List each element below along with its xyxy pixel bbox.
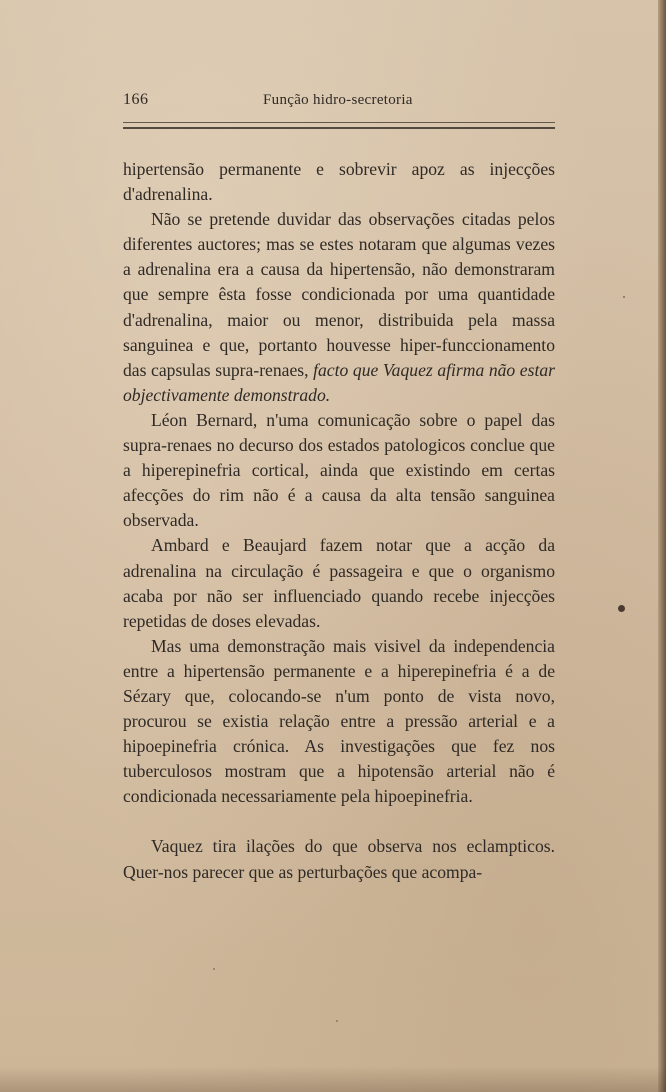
paragraph-5: Mas uma demonstração mais visivel da independencia entre a hipertensão permanente e a hiperepinefria é a de Sézary que, colocando-se n'um ponto de vista novo, procurou se existia relação entre a pressão arterial e a hipoepinefria crónica. As investigações que fez nos tuberculosos mostram que a hipotensão arterial não é condicionada necessariamente pela hipoepinefria. bbox=[123, 635, 555, 807]
paragraph-4: Ambard e Beaujard fazem notar que a acção da adrenalina na circulação é passageira e que o organismo acaba por não ser influenciado quando recebe injecções repetidas de doses elevadas. bbox=[123, 535, 555, 631]
page-bottom-shadow bbox=[0, 1066, 666, 1092]
paragraph-1: hipertensão permanente e sobrevir apoz as injecções d'adrenalina. bbox=[123, 159, 555, 205]
body-text bbox=[123, 157, 555, 885]
ink-speck bbox=[618, 605, 625, 612]
ink-speck bbox=[623, 296, 625, 298]
paragraph-6: Vaquez tira ilações do que observa nos eclampticos. Quer-nos parecer que as perturbações que acompa- bbox=[123, 836, 555, 882]
paragraph-2-italic-text: facto que Vaquez afirma não estar objectivamente demonstrado. bbox=[123, 359, 555, 405]
page-number: 166 bbox=[123, 91, 149, 108]
paragraph-3: Léon Bernard, n'uma comunicação sobre o papel das supra-renaes no decurso dos estados patologicos conclue que a hiperepinefria cortical, ainda que existindo em certas afecções do rim não é a causa da alta tensão sanguinea observada. bbox=[123, 409, 555, 531]
ink-speck bbox=[336, 1020, 338, 1022]
paragraph-2-text: Não se pretende duvidar das observações citadas pelos diferentes auctores; mas se estes notaram que algumas vezes a adrenalina era a causa da hipertensão, não demonstraram que sempre êsta fosse condicionada por uma quantidade d'adrenalina, maior ou menor, distribuida pela massa sanguinea e que, portanto houvesse hiper-funccionamento das capsulas supra-renaes, bbox=[123, 209, 555, 380]
header-rule-thick bbox=[123, 127, 555, 129]
paragraph-2 bbox=[123, 207, 555, 408]
page-edge bbox=[658, 0, 666, 1092]
page-header bbox=[123, 91, 555, 115]
header-rule-thin bbox=[123, 122, 555, 123]
running-title: Função hidro-secretoria bbox=[263, 92, 413, 108]
ink-speck bbox=[213, 968, 215, 970]
paragraph-gap bbox=[123, 809, 555, 834]
